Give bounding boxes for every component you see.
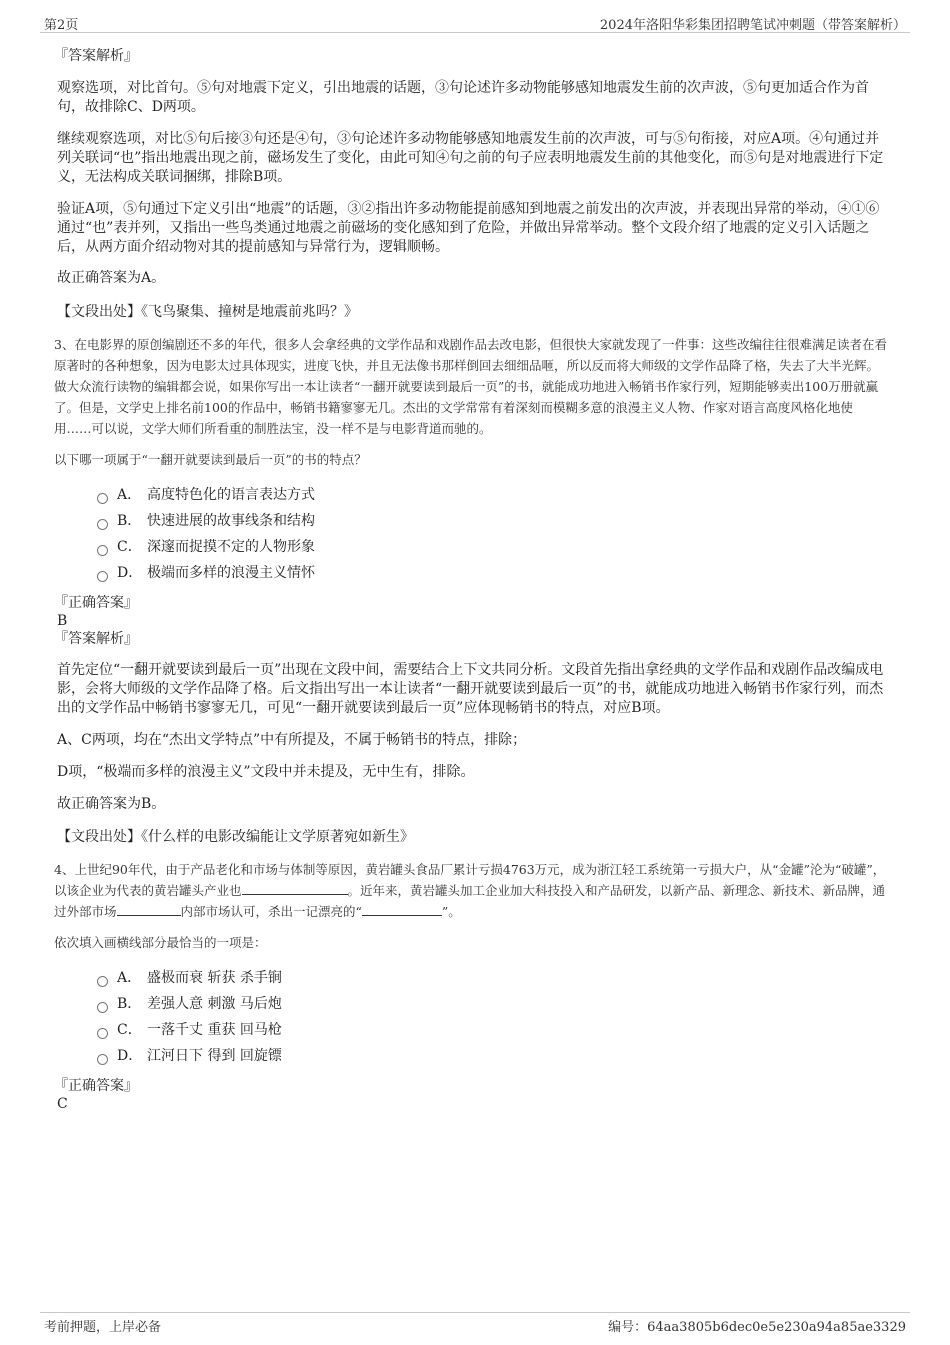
q3-prompt: 以下哪一项属于“一翻开就要读到最后一页”的书的特点？ [54,452,367,467]
q3-options [57,482,887,586]
q3-analysis-label: 『答案解析』 [54,631,138,647]
q3-body: 3、在电影界的原创编剧还不多的年代，很多人会拿经典的文学作品和戏剧作品去改电影，但很快大家就发现了一件事：这些改编往往很难满足读者在看原著时的各种想象，因为电影太过具体现实，进度飞快，并且无法像书那样倒回去细细品咂，所以反而将大师级的文学作品降了格，失去了大半光辉。做大众流行读物的编辑都会说，如果你写出一本让读者“一翻开就要读到最后一页”的书，就能成功地进入畅销书作家行列，短期能够卖出100万册就赢了。但是，文学史上排名前100的作品中，畅销书籍寥寥无几。杰出的文学常常有着深刻而模糊多意的浪漫主义人物、作家对语言高度风格化地使用……可以说，文学大师们所看重的制胜法宝，没一样不是与电影背道而驰的。 [54,337,887,436]
radio-icon[interactable] [97,493,108,504]
page-footer [40,1312,910,1335]
page-content [54,46,887,1113]
q4-body: 4、上世纪90年代，由于产品老化和市场与体制等原因，黄岩罐头食品厂累计亏损4763万元，成为浙江轻工系统第一亏损大户，从“金罐”沦为“破罐”，以该企业为代表的黄岩罐头产业也 。近年来，黄岩罐头加工企业加大科技投入和产品研发，以新产品、新理念、新技术、新品牌，通过外部市场 内部市场认可，杀出一记漂亮的“ ”。 [54,862,886,919]
q4-option-b[interactable]: B． 差强人意 刺激 马后炮 [97,991,887,1017]
radio-icon[interactable] [97,571,108,582]
q3-option-b[interactable]: B． 快速进展的故事线条和结构 [97,508,887,534]
q3-analysis-para-2: A、C两项，均在“杰出文学特点”中有所提及，不属于畅销书的特点，排除； [57,732,527,748]
q2-analysis-label: 『答案解析』 [54,48,138,64]
q4-option-a[interactable]: A． 盛极而衰 斩获 杀手锏 [97,965,887,991]
q3-option-d[interactable]: D． 极端而多样的浪漫主义情怀 [97,560,887,586]
q2-analysis-para-2: 继续观察选项，对比⑤句后接③句还是④句，③句论述许多动物能够感知地震发生前的次声波，可与⑤句衔接，对应A项。④句通过并列关联词“也”指出地震出现之前，磁场发生了变化，由此可知④句之前的句子应表明地震发生前的其他变化，而⑤句是对地震进行下定义，无法构成关联词捆绑，排除B项。 [57,131,884,185]
q3-answer: B [57,613,68,629]
radio-icon[interactable] [97,1054,108,1065]
radio-icon[interactable] [97,519,108,530]
q2-conclusion: 故正确答案为A。 [57,270,166,286]
fill-blank-2 [117,901,181,916]
q4-option-d[interactable]: D． 江河日下 得到 回旋镖 [97,1043,887,1069]
q3-source: 【文段出处】《什么样的电影改编能让文学原著宛如新生》 [57,829,414,845]
page-number: 第2页 [44,18,79,33]
radio-icon[interactable] [97,1002,108,1013]
q2-analysis-para-1: 观察选项，对比首句。⑤句对地震下定义，引出地震的话题，③句论述许多动物能够感知地震发生前的次声波，⑤句更加适合作为首句，故排除C、D两项。 [57,80,869,115]
radio-icon[interactable] [97,545,108,556]
q2-source: 【文段出处】《飞鸟聚集、撞树是地震前兆吗？》 [57,304,358,320]
footer-serial: 编号：64aa3805b6dec0e5e230a94a85ae3329 [608,1320,906,1335]
footer-slogan: 考前押题，上岸必备 [44,1320,162,1335]
q3-analysis-para-1: 首先定位“一翻开就要读到最后一页”出现在文段中间，需要结合上下文共同分析。文段首先指出拿经典的文学作品和戏剧作品改编成电影，会将大师级的文学作品降了格。后文指出写出一本让读者“一翻开就要读到最后一页”的书，就能成功地进入畅销书作家行列，而杰出的文学作品中畅销书寥寥无几，可见“一翻开就要读到最后一页”应体现畅销书的特点，对应B项。 [57,662,884,716]
q3-option-c[interactable]: C． 深邃而捉摸不定的人物形象 [97,534,887,560]
radio-icon[interactable] [97,1028,108,1039]
fill-blank-1 [242,880,348,895]
q3-option-a[interactable]: A． 高度特色化的语言表达方式 [97,482,887,508]
q4-options [57,965,887,1069]
q3-conclusion: 故正确答案为B。 [57,796,166,812]
document-title: 2024年洛阳华彩集团招聘笔试冲刺题（带答案解析） [599,18,906,33]
q4-prompt: 依次填入画横线部分最恰当的一项是： [54,935,267,950]
q2-analysis-para-3: 验证A项，⑤句通过下定义引出“地震”的话题，③②指出许多动物能提前感知到地震之前发出的次声波，并表现出异常的举动，④①⑥通过“也”表并列，又指出一些鸟类通过地震之前磁场的变化感知到了危险，并做出异常举动。整个文段介绍了地震的定义引入话题之后，从两方面介绍动物对其的提前感知与异常行为，逻辑顺畅。 [57,201,880,255]
page-header [40,12,910,33]
q4-answer: C [57,1096,68,1112]
q4-option-c[interactable]: C． 一落千丈 重获 回马枪 [97,1017,887,1043]
q4-answer-label: 『正确答案』 [54,1078,138,1094]
radio-icon[interactable] [97,976,108,987]
q3-analysis-para-3: D项，“极端而多样的浪漫主义”文段中并未提及，无中生有，排除。 [57,764,475,780]
fill-blank-3 [362,901,442,916]
q3-answer-label: 『正确答案』 [54,595,138,611]
